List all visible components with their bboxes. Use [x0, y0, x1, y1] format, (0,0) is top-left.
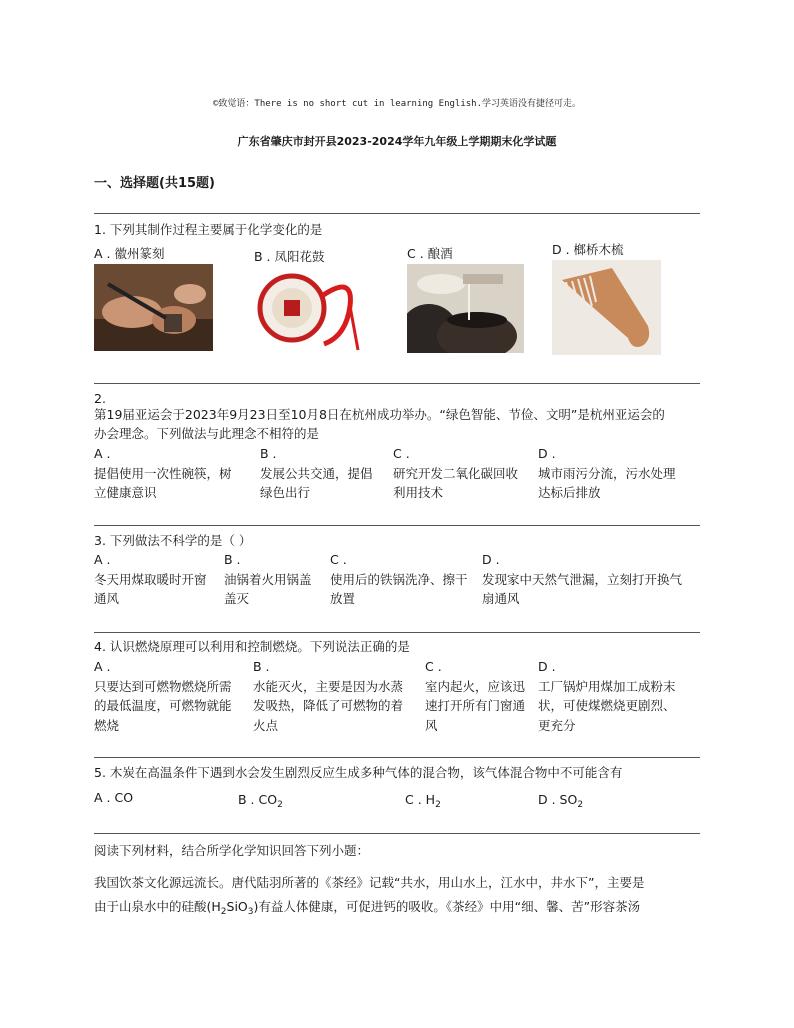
option-text: 通风	[94, 591, 120, 606]
option-label: B . 凤阳花鼓	[254, 249, 325, 264]
q4-option-d[interactable]	[538, 657, 700, 735]
option-text: 水能灭火，主要是因为水蒸	[253, 678, 404, 694]
question-3-stem: 3. 下列做法不科学的是（ ）	[94, 533, 252, 548]
divider	[94, 213, 700, 214]
option-text: 燃烧	[94, 717, 120, 733]
q2-option-a[interactable]	[94, 444, 249, 503]
option-text: 工厂锅炉用煤加工成粉末	[538, 678, 676, 694]
wooden-comb-icon	[552, 260, 661, 355]
q5-option-c[interactable]	[405, 790, 441, 816]
option-text: 绿色出行	[260, 485, 311, 500]
option-text: 室内起火，应该迅	[425, 678, 526, 694]
reading-paragraph-line2: 由于山泉水中的硅酸$(H_2SiO_3)$有益人体健康，可促进钙的吸收。《茶经》中用“细、馨、苦”形容茶汤	[94, 899, 641, 917]
option-label: D . SO	[538, 792, 578, 807]
option-label: D . 榔桥木梳	[552, 242, 624, 257]
option-label: B .	[253, 659, 270, 674]
question-2-stem-line2: 办会理念。下列做法与此理念不相符的是	[94, 426, 320, 441]
option-text: 研究开发二氧化碳回收	[393, 465, 519, 481]
q1-option-b[interactable]	[254, 247, 325, 267]
q3-option-c[interactable]	[330, 550, 480, 609]
header-motto: ©致觉语：There is no short cut in learning English.学习英语没有捷径可走。	[213, 99, 581, 109]
option-text: 使用后的铁锅洗净、擦干	[330, 571, 468, 587]
option-label: D .	[538, 446, 556, 461]
option-text: 提倡使用一次性碗筷，树	[94, 465, 232, 481]
section-heading: 一、选择题(共15题)	[94, 176, 215, 191]
q4-option-a[interactable]	[94, 657, 249, 735]
option-label: C .	[425, 659, 442, 674]
q1-option-a[interactable]	[94, 244, 164, 264]
q5-option-a[interactable]	[94, 788, 133, 808]
option-label: B . CO	[238, 792, 278, 807]
q3-option-d[interactable]	[482, 550, 700, 609]
subscript: 2	[277, 800, 283, 810]
option-text: 利用技术	[393, 485, 444, 500]
option-label: A .	[94, 446, 111, 461]
option-label: A .	[94, 552, 111, 567]
option-label: C . H	[405, 792, 436, 807]
q4-option-b[interactable]	[253, 657, 423, 735]
option-text: 发吸热，降低了可燃物的着	[253, 698, 404, 713]
wine-jar-icon	[407, 264, 524, 353]
option-text: 的最低温度，可燃物就能	[94, 698, 232, 713]
option-text: 状，可使煤燃烧更剧烈、	[538, 698, 676, 713]
reading-paragraph-line1: 我国饮茶文化源远流长。唐代陆羽所著的《茶经》记载“共水，用山水上，江水中，井水下”，主要是	[94, 875, 645, 890]
reading-intro: 阅读下列材料，结合所学化学知识回答下列小题：	[94, 843, 370, 858]
q5-option-b[interactable]	[238, 790, 283, 816]
option-text: 立健康意识	[94, 485, 157, 500]
divider	[94, 632, 700, 633]
question-2-number: 2.	[94, 391, 106, 406]
q2-option-b[interactable]	[260, 444, 385, 503]
option-text: 火点	[253, 717, 279, 733]
divider	[94, 757, 700, 758]
option-text: 冬天用煤取暖时开窗	[94, 571, 207, 587]
flower-drum-icon	[254, 266, 366, 352]
subscript: 2	[435, 800, 441, 810]
exam-title: 广东省肇庆市封开县2023-2024学年九年级上学期期末化学试题	[237, 135, 557, 148]
option-label: D .	[538, 659, 556, 674]
option-text: 风	[425, 717, 438, 733]
q5-option-d[interactable]	[538, 790, 583, 816]
option-label: C .	[330, 552, 347, 567]
q3-option-a[interactable]	[94, 550, 219, 609]
option-text: 发现家中天然气泄漏，立刻打开换气	[482, 571, 683, 587]
seal-carving-icon	[94, 264, 213, 351]
option-text: 只要达到可燃物燃烧所需	[94, 678, 232, 694]
q3-option-b[interactable]	[224, 550, 324, 609]
option-text: 速打开所有门窗通	[425, 698, 526, 713]
option-text: 油锅着火用锅盖	[224, 571, 312, 587]
option-label: A .	[94, 659, 111, 674]
question-4-stem: 4. 认识燃烧原理可以利用和控制燃烧。下列说法正确的是	[94, 639, 410, 654]
option-text: 盖灭	[224, 591, 250, 606]
option-label: A . 徽州篆刻	[94, 246, 165, 261]
q2-option-d[interactable]	[538, 444, 700, 503]
option-text: 更充分	[538, 717, 576, 733]
q1-option-c[interactable]	[407, 244, 453, 264]
divider	[94, 525, 700, 526]
option-label: B .	[260, 446, 277, 461]
option-text: 发展公共交通，提倡	[260, 465, 373, 481]
option-label: D .	[482, 552, 500, 567]
q4-option-c[interactable]	[425, 657, 537, 735]
q1-option-d[interactable]	[552, 240, 624, 260]
option-label: A . CO	[94, 790, 134, 805]
divider	[94, 383, 700, 384]
option-text: 城市雨污分流，污水处理	[538, 465, 676, 481]
option-label: C .	[393, 446, 410, 461]
option-text: 放置	[330, 591, 356, 606]
question-2-stem-line1: 第19届亚运会于2023年9月23日至10月8日在杭州成功举办。“绿色智能、节俭、文明”是杭州亚运会的	[94, 407, 665, 422]
option-text: 扇通风	[482, 591, 520, 606]
question-5-stem: 5. 木炭在高温条件下遇到水会发生剧烈反应生成多种气体的混合物，该气体混合物中不可能含有	[94, 765, 623, 780]
divider	[94, 833, 700, 834]
option-label: C . 酿酒	[407, 246, 453, 261]
option-text: 达标后排放	[538, 485, 601, 500]
option-label: B .	[224, 552, 241, 567]
question-1-stem: 1. 下列其制作过程主要属于化学变化的是	[94, 222, 323, 237]
q2-option-c[interactable]	[393, 444, 533, 503]
subscript: 2	[577, 800, 584, 810]
